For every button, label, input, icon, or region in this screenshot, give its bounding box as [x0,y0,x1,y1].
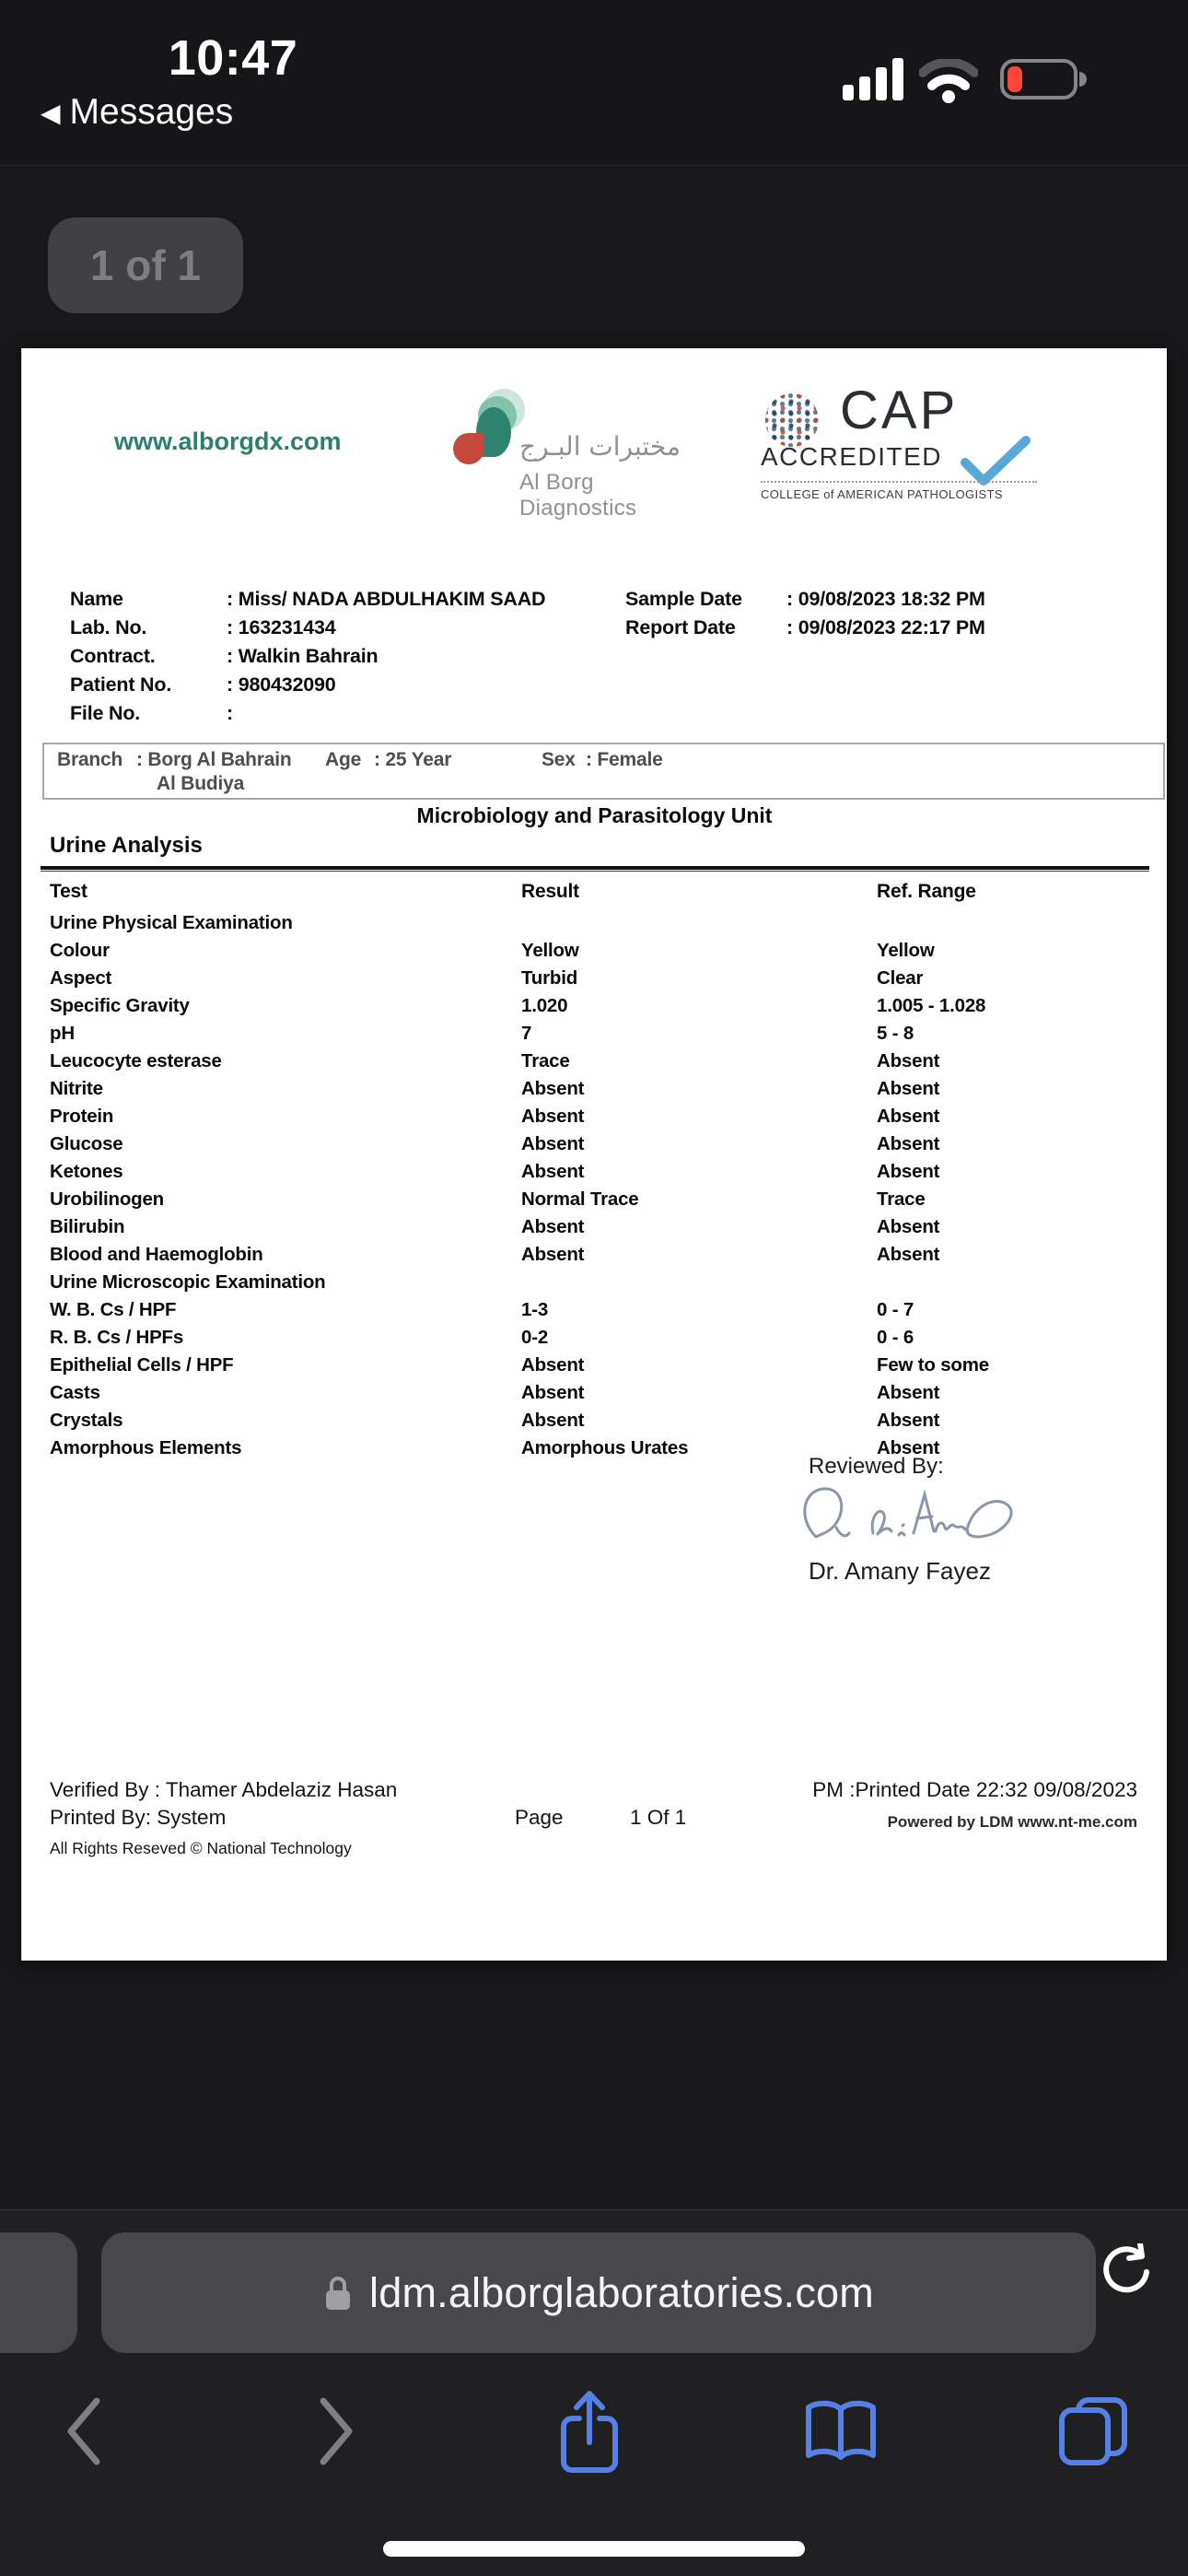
forward-chevron-icon [318,2396,356,2466]
cell-test: Specific Gravity [50,995,190,1016]
cell-test: Colour [50,940,110,961]
sex-label: Sex [542,749,576,770]
patient-field-row [70,702,545,731]
field-label: Patient No. [70,673,172,696]
field-value: : 980432090 [227,673,336,696]
cell-ref: 5 - 8 [877,1023,914,1044]
verified-by: Verified By : Thamer Abdelaziz Hasan [50,1778,398,1801]
reviewer-name: Dr. Amany Fayez [809,1557,991,1585]
cell-result: 0-2 [521,1327,549,1348]
status-bar [0,0,1188,166]
patient-field-row [70,588,545,616]
toolbar-nav-row [0,2376,1188,2487]
logo-arabic-name: مختبرات البـرج [519,431,681,462]
cell-test: Blood and Haemoglobin [50,1244,263,1265]
cell-test: pH [50,1023,75,1044]
share-button[interactable] [548,2376,631,2487]
field-label: Lab. No. [70,616,147,638]
cell-result: Absent [521,1078,585,1099]
patient-field-row [70,673,545,702]
table-row [50,1271,1140,1299]
lab-website: www.alborgdx.com [114,427,342,455]
back-triangle-icon: ◀ [41,98,61,127]
logo-english-name: Al Borg Diagnostics [519,470,637,521]
field-value: : Walkin Bahrain [227,645,379,667]
field-label: Name [70,588,123,610]
book-icon [803,2398,879,2465]
table-row [50,1327,1140,1354]
table-row [50,1161,1140,1188]
cell-test: Amorphous Elements [50,1437,242,1458]
cell-ref: 0 - 7 [877,1299,914,1320]
cap-college-label: COLLEGE of AMERICAN PATHOLOGISTS [761,487,1003,501]
lab-results-table [50,881,1140,1465]
cap-dots-globe-icon [763,392,823,450]
analysis-title: Urine Analysis [50,833,203,858]
table-row [50,1023,1140,1050]
unit-title: Microbiology and Parasitology Unit [416,803,773,827]
cell-ref: Absent [877,1437,940,1458]
printed-date: PM :Printed Date 22:32 09/08/2023 [812,1778,1137,1801]
cell-test: Urine Physical Examination [50,912,293,933]
cell-test: Casts [50,1382,100,1403]
cap-accreditation-logo [759,381,1063,507]
tabs-icon [1058,2396,1128,2466]
age-value: : 25 Year [374,749,452,770]
cell-result: Amorphous Urates [521,1437,689,1458]
cell-ref: Absent [877,1106,940,1127]
cell-ref: Trace [877,1188,926,1210]
cell-result: Absent [521,1106,585,1127]
cellular-signal-icon [843,57,907,100]
table-row [50,967,1140,995]
safari-toolbar [0,2209,1188,2576]
page-label: Page [515,1806,564,1829]
col-header-ref: Ref. Range [877,881,976,902]
address-bar[interactable] [101,2232,1096,2353]
field-value: : 09/08/2023 22:17 PM [786,616,985,638]
cap-accredited-label: ACCREDITED [761,442,943,471]
field-label: Report Date [625,616,736,638]
pdf-page-indicator: 1 of 1 [48,217,243,313]
cell-test: Crystals [50,1410,123,1431]
sex-value: : Female [586,749,663,770]
cell-ref: 0 - 6 [877,1327,914,1348]
patient-field-row [625,616,985,645]
cell-result: 7 [521,1023,532,1044]
table-row [50,1354,1140,1382]
col-header-test: Test [50,881,87,902]
cell-result: Normal Trace [521,1188,639,1210]
bookmarks-button[interactable] [799,2376,882,2487]
branch-value: : Borg Al Bahrain [136,749,292,770]
wifi-icon [919,59,978,103]
table-row [50,1133,1140,1161]
cell-test: Glucose [50,1133,123,1154]
cell-test: Urine Microscopic Examination [50,1271,326,1293]
field-label: Contract. [70,645,156,667]
table-row [50,1410,1140,1437]
cell-result: 1.020 [521,995,568,1016]
pdf-document[interactable] [21,348,1167,1961]
cell-test: Bilirubin [50,1216,125,1237]
powered-by: Powered by LDM www.nt-me.com [887,1813,1137,1831]
cell-result: Absent [521,1382,585,1403]
field-value: : Miss/ NADA ABDULHAKIM SAAD [227,588,546,610]
printed-by: Printed By: System [50,1806,227,1829]
url-text: ldm.alborglaboratories.com [369,2268,874,2316]
reload-button[interactable] [1100,2243,1153,2301]
previous-tab-edge[interactable] [0,2232,77,2353]
table-row [50,1299,1140,1327]
logo-red-drop [453,433,484,464]
cell-result: Absent [521,1161,585,1182]
table-top-rule [41,866,1149,872]
field-value: : [227,702,233,724]
table-row [50,1106,1140,1133]
table-row [50,912,1140,940]
rights-note: All Rights Reseved © National Technology [50,1839,352,1857]
field-value: : 163231434 [227,616,336,638]
patient-field-row [70,645,545,673]
cell-ref: Absent [877,1410,940,1431]
patient-field-row [625,588,985,616]
cell-result: Absent [521,1133,585,1154]
tabs-button[interactable] [1054,2376,1132,2487]
share-icon [559,2389,620,2474]
battery-icon [1000,59,1089,100]
page-value: 1 Of 1 [630,1806,687,1829]
cell-ref: Few to some [877,1354,989,1376]
cell-test: R. B. Cs / HPFs [50,1327,184,1348]
cell-test: W. B. Cs / HPF [50,1299,177,1320]
home-indicator[interactable] [383,2541,805,2557]
back-app-label: Messages [69,92,234,132]
cell-ref: Yellow [877,940,935,961]
cell-ref: Absent [877,1382,940,1403]
cell-ref: 1.005 - 1.028 [877,995,986,1016]
cell-ref: Absent [877,1161,940,1182]
cell-test: Aspect [50,967,112,989]
patient-field-row [70,616,545,645]
back-button[interactable] [46,2376,120,2487]
cell-test: Nitrite [50,1078,103,1099]
field-label: File No. [70,702,141,724]
report-dates [625,588,985,645]
table-row [50,1437,1140,1465]
table-row [50,1216,1140,1244]
table-row [50,1382,1140,1410]
cell-ref: Absent [877,1216,940,1237]
cell-test: Leucocyte esterase [50,1050,222,1071]
cell-ref: Absent [877,1050,940,1071]
patient-fields [70,588,545,731]
alborg-logo [446,385,704,521]
table-row [50,1188,1140,1216]
branch-value-line2: Al Budiya [157,773,245,794]
table-row [50,995,1140,1023]
back-to-messages-button[interactable] [41,92,233,133]
cell-test: Ketones [50,1161,123,1182]
cell-result: Trace [521,1050,570,1071]
cell-ref: Absent [877,1133,940,1154]
col-header-result: Result [521,881,579,902]
cell-test: Urobilinogen [50,1188,165,1210]
reviewed-by-label: Reviewed By: [809,1454,944,1479]
back-chevron-icon [64,2396,102,2466]
field-label: Sample Date [625,588,742,610]
cell-ref: Clear [877,967,924,989]
cap-divider [761,481,1037,483]
cell-result: Turbid [521,967,578,989]
cell-result: Yellow [521,940,579,961]
cell-result: Absent [521,1354,585,1376]
branch-box [42,743,1165,800]
cell-test: Protein [50,1106,114,1127]
age-label: Age [325,749,362,770]
clock: 10:47 [168,30,298,86]
field-value: : 09/08/2023 18:32 PM [786,588,985,610]
reviewer-signature [796,1480,1026,1558]
table-header-row [50,881,1140,912]
cell-ref: Absent [877,1078,940,1099]
lab-table-body [50,912,1140,1465]
cap-word: CAP [840,381,959,440]
table-row [50,940,1140,967]
table-row [50,1078,1140,1106]
table-row [50,1244,1140,1271]
cell-test: Epithelial Cells / HPF [50,1354,234,1376]
lock-icon [323,2274,353,2313]
cell-ref: Absent [877,1244,940,1265]
forward-button[interactable] [300,2376,374,2487]
cell-result: Absent [521,1216,585,1237]
cell-result: Absent [521,1410,585,1431]
cell-result: 1-3 [521,1299,549,1320]
table-row [50,1050,1140,1078]
cell-result: Absent [521,1244,585,1265]
branch-label: Branch [57,749,123,770]
